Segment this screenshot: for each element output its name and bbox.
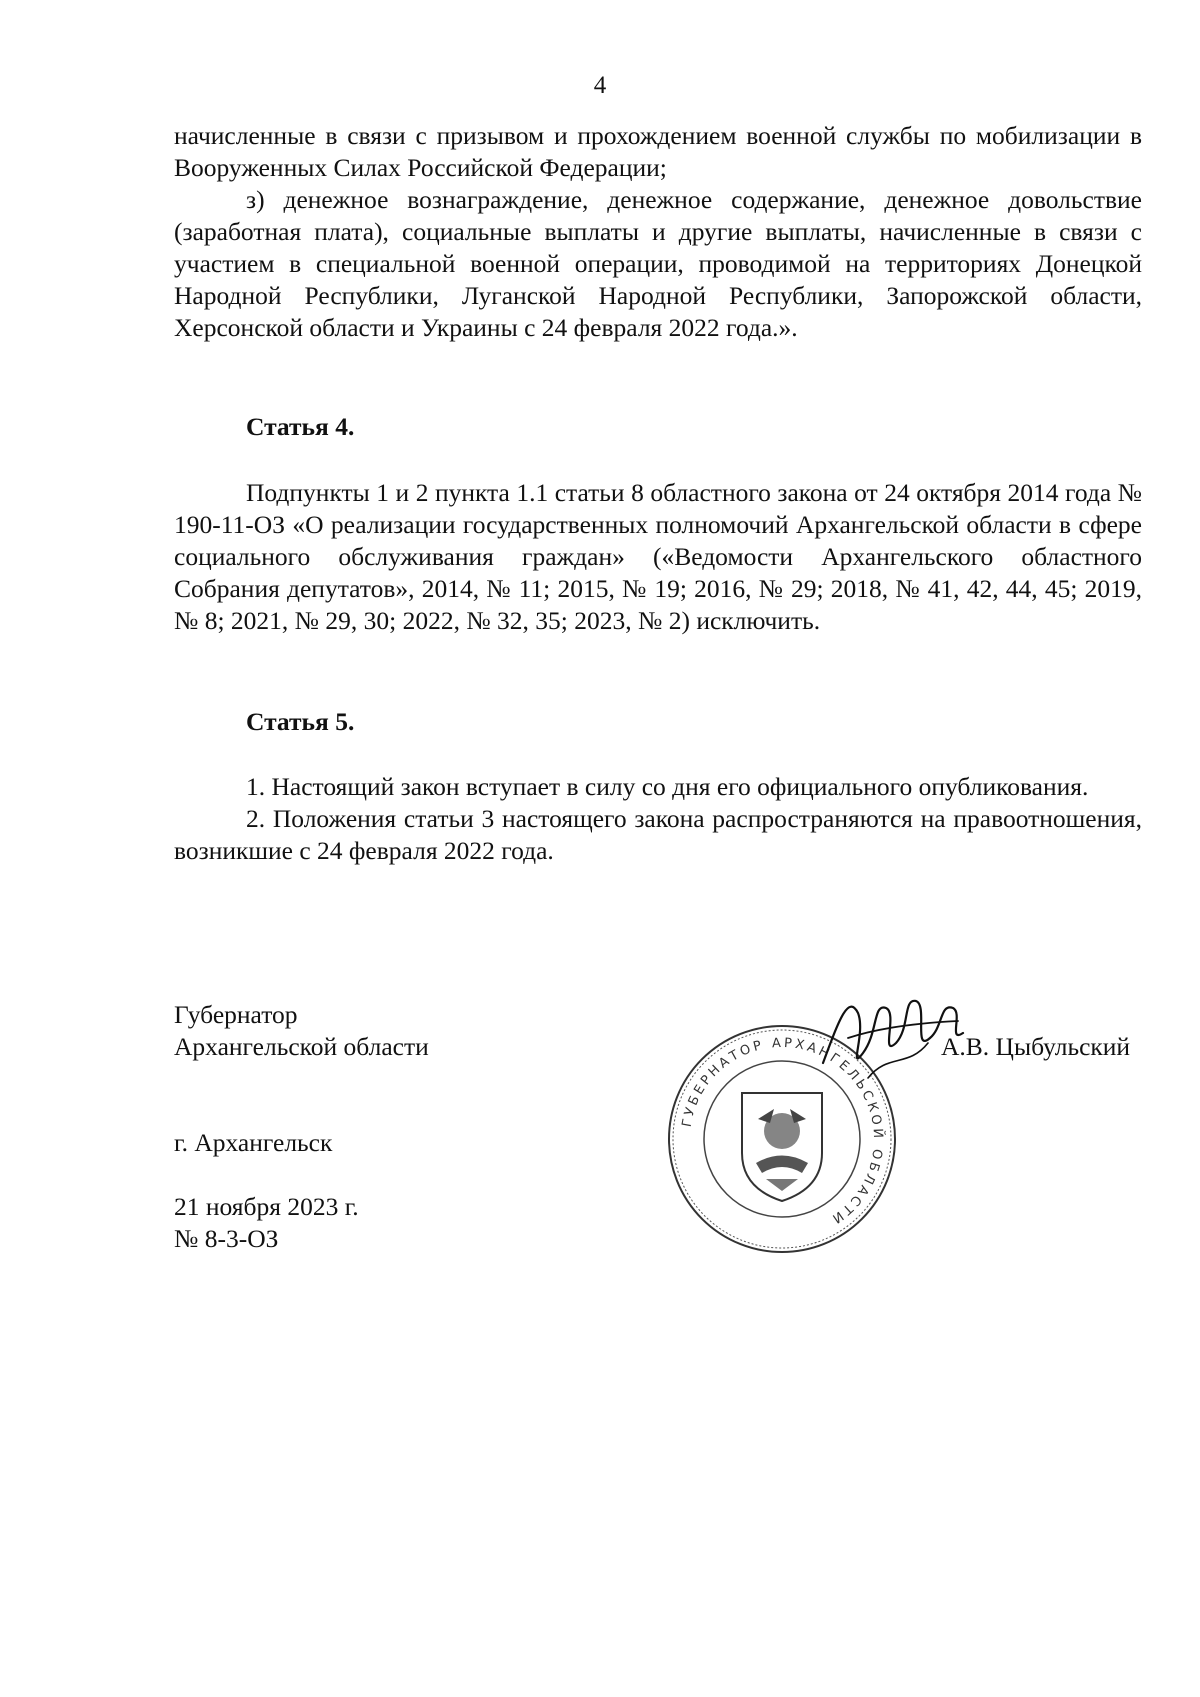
paragraph-item-z: з) денежное вознаграждение, денежное содержание, денежное довольствие (заработная плата), социальные выплаты и другие выплаты, начисленные в связи с участием в специальной военной операции, проводимой на территориях Донецкой Народной Республики, Луганской Народной Республики, Запорожской области, Херсонской области и Украины с 24 февраля 2022 года.». bbox=[174, 185, 1142, 342]
signatory-title-line-2: Архангельской области bbox=[174, 1032, 429, 1061]
law-number: № 8-3-ОЗ bbox=[174, 1224, 279, 1253]
continued-text-block bbox=[174, 120, 1142, 344]
signatory-title bbox=[174, 999, 429, 1063]
paragraph-continuation: начисленные в связи с призывом и прохождением военной службы по мобилизации в Вооруженных Силах Российской Федерации; bbox=[174, 121, 1142, 182]
article-4-heading-wrap bbox=[174, 412, 354, 442]
article-5-paragraph-1: 1. Настоящий закон вступает в силу со дня его официального опубликования. bbox=[246, 772, 1089, 801]
place-of-signing: г. Архангельск bbox=[174, 1128, 333, 1157]
article-5-heading: Статья 5. bbox=[246, 707, 355, 736]
signatory-title-line-1: Губернатор bbox=[174, 1000, 298, 1029]
article-4-paragraph: Подпункты 1 и 2 пункта 1.1 статьи 8 областного закона от 24 октября 2014 года № 190-11-ОЗ «О реализации государственных полномочий Архангельской области в сфере социального обслуживания граждан» («Ведомости Архангельского областного Собрания депутатов», 2014, № 11; 2015, № 19; 2016, № 29; 2018, № 41, 42, 44, 45; 2019, № 8; 2021, № 29, 30; 2022, № 32, 35; 2023, № 2) исключить. bbox=[174, 478, 1142, 635]
article-5-heading-wrap bbox=[174, 707, 354, 737]
article-5-paragraph-2: 2. Положения статьи 3 настоящего закона распространяются на правоотношения, возникшие с 24 февраля 2022 года. bbox=[174, 804, 1142, 865]
article-5-body bbox=[174, 771, 1142, 867]
signatory-name: А.В. Цыбульский bbox=[941, 1032, 1131, 1061]
law-date-and-number bbox=[174, 1191, 359, 1255]
article-4-body bbox=[174, 477, 1142, 637]
seal-ring-text: ГУБЕРНАТОР АРХАНГЕЛЬСКОЙ ОБЛАСТИ bbox=[679, 1035, 886, 1228]
law-date: 21 ноября 2023 г. bbox=[174, 1192, 359, 1221]
page-number: 4 bbox=[593, 72, 607, 99]
coat-of-arms-icon bbox=[742, 1093, 822, 1201]
article-4-heading: Статья 4. bbox=[246, 412, 355, 441]
